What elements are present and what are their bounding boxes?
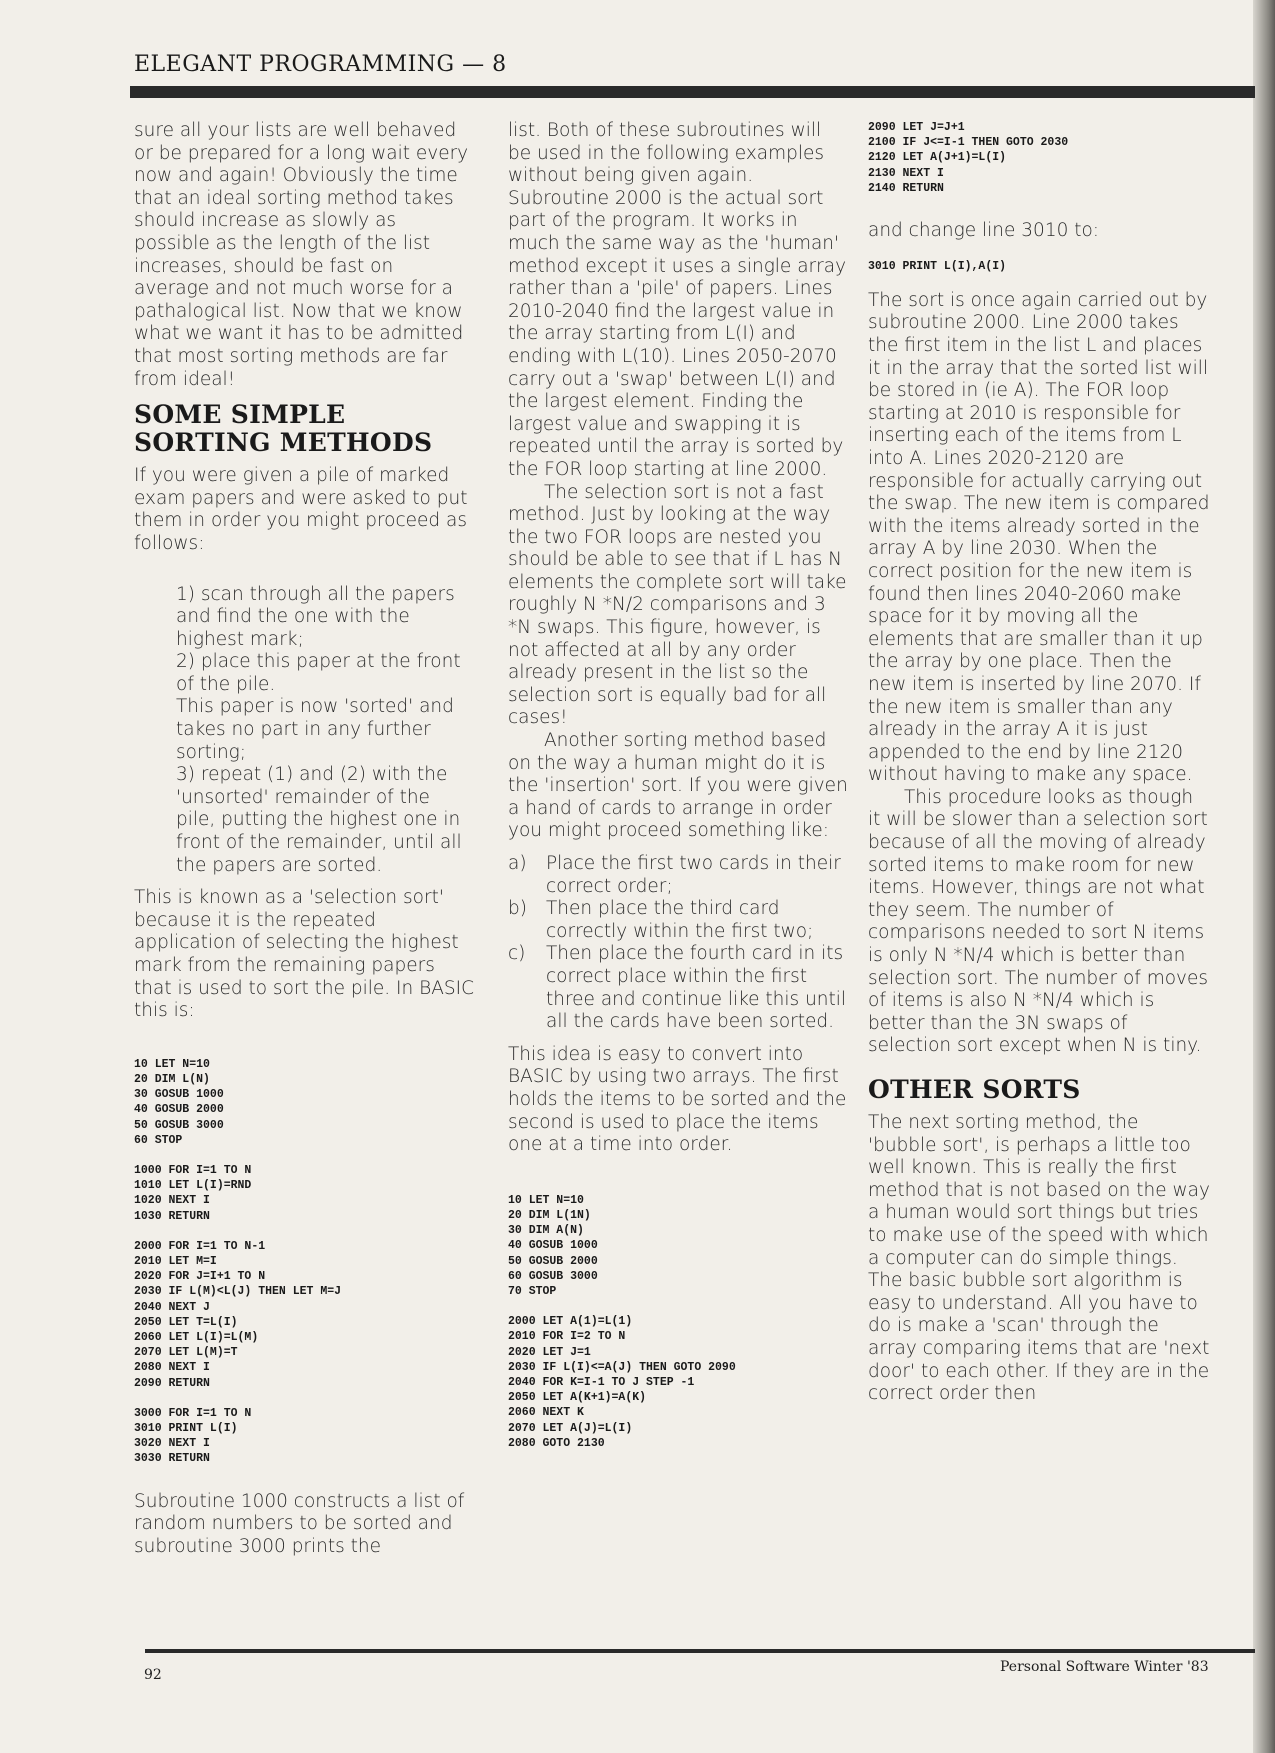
code-block-continuation [868,120,1210,196]
code-listing-insertion-sort [508,1193,848,1451]
list-item-text: Then place the third card correctly within the first two; [546,898,814,942]
code-line: 2010 LET M=I [134,1255,217,1269]
page-edge-shadow [1253,0,1275,1753]
code-line: 2050 LET T=L(I) [134,1315,238,1329]
col2-paragraph-4: This idea is easy to convert into BASIC by using two arrays. The first holds the items to be sorted and the second is used to place the items one at a time into order. [508,1043,847,1156]
code-line: 2080 NEXT I [134,1361,210,1375]
code-line: 40 GOSUB 1000 [508,1239,598,1253]
code-line: 3000 FOR I=1 TO N [134,1406,252,1420]
list-marker: b) [508,898,527,920]
col2-paragraph-2: The selection sort is not a fast method. Just by looking at the way the two FOR loops are nested you should be able to see that if L has N elements the complete sort will take roughly N *N/2 comparisons and 3 *N swaps. This figure, however, is not affected at all by any order already present in the list so the selection sort is equally bad for all cases! [508,481,847,729]
code-line: 50 GOSUB 3000 [134,1118,224,1132]
code-line: 50 GOSUB 2000 [508,1254,598,1268]
code-listing-selection-sort [134,1057,474,1467]
code-line: 3010 PRINT L(I) [134,1422,238,1436]
step-item: 3) repeat (1) and (2) with the 'unsorted' remainder of the pile, putting the highest one in front of the remainder, until all the papers are sorted. [176,764,462,876]
code-line: 20 DIM L(N) [134,1072,210,1086]
col3-paragraph-3: This procedure looks as though it will be slower than a selection sort because of all the moving of already sorted items to make room for new items. However, things are not what they seem. The number of comparisons needed to sort N items is only N *N/4 which is better than selection sort. The number of moves of items is also N *N/4 which is better than the 3N swaps of selection sort except when N is tiny. [868,786,1209,1057]
col1-paragraph-1: sure all your lists are well behaved or be prepared for a long wait every now and again! Obviously the time that an ideal sorting method takes should increase as slowly as possible as the length of the list increases, should be fast on average and not much worse for a pathalogical list. Now that we know what we want it has to be admitted that most sorting methods are far from ideal! [134,120,469,390]
code-line: 2060 NEXT K [508,1406,584,1420]
code-line: 2030 IF L(I)<=A(J) THEN GOTO 2090 [508,1360,736,1374]
page-number: 92 [144,1667,162,1683]
list-item-text: Place the first two cards in their correct order; [546,853,841,897]
code-line: 2090 RETURN [134,1376,210,1390]
column-1 [134,120,474,1558]
insertion-steps-list [508,853,848,1034]
code-line: 1010 LET L(I)=RND [134,1179,252,1193]
selection-steps-list [176,584,474,878]
col1-paragraph-2: If you were given a pile of marked exam papers and were asked to put them in order you might proceed as follows: [134,465,468,554]
col2-paragraph-3: Another sorting method based on the way a human might do it is the 'insertion' sort. If you were given a hand of cards to arrange in order you might proceed something like: [508,730,848,842]
code-line: 40 GOSUB 2000 [134,1103,224,1117]
code-line: 2030 IF L(M)<L(J) THEN LET M=J [134,1285,342,1299]
code-line: 2140 RETURN [868,181,944,195]
step-item: 2) place this paper at the front of the pile. [176,651,461,695]
code-line: 2100 IF J<=I-1 THEN GOTO 2030 [868,136,1069,150]
code-block [134,1057,474,1148]
list-marker: c) [508,943,526,965]
list-marker: a) [508,853,527,874]
footer-rule [145,1649,1255,1653]
step-item: 1) scan through all the papers and find the one with the highest mark; [176,583,455,650]
header-rule [130,86,1255,98]
col2-paragraph-1: list. Both of these subroutines will be used in the following examples without being given again. Subroutine 2000 is the actual sort part of the program. It works in much the same way as the 'human' method except it uses a single array rather than a 'pile' of papers. Lines 2010-2040 find the largest value in the array starting from L(I) and ending with L(10). Lines 2050-2070 carry out a 'swap' between L(I) and the largest element. Finding the largest value and swapping it is repeated until the array is sorted by the FOR loop starting at line 2000. [508,120,847,480]
code-line: 2000 FOR I=1 TO N-1 [134,1239,266,1253]
code-line: 10 LET N=10 [508,1193,584,1207]
code-block [134,1406,474,1467]
code-line: 2040 NEXT J [134,1300,210,1314]
code-line: 2130 NEXT I [868,166,944,180]
code-line: 2040 FOR K=I-1 TO J STEP -1 [508,1375,695,1389]
col1-paragraph-3: This is known as a 'selection sort' because it is the repeated application of selecting the highest mark from the remaining papers that is used to sort the pile. In BASIC this is: [134,887,474,1022]
code-line: 2010 FOR I=2 TO N [508,1330,626,1344]
code-line: 70 STOP [508,1284,557,1298]
code-block [134,1239,474,1391]
col3-paragraph-1: and change line 3010 to: [868,220,1100,242]
code-line: 60 STOP [134,1133,183,1147]
code-line: 30 GOSUB 1000 [134,1088,224,1102]
code-line: 2090 LET J=J+1 [868,121,965,134]
code-line: 20 DIM L(1N) [508,1208,591,1222]
code-line: 1020 NEXT I [134,1194,210,1208]
code-line: 2050 LET A(K+1)=A(K) [508,1391,647,1405]
list-item [508,853,848,898]
list-item [508,898,848,943]
publication-footer: Personal Software Winter '83 [1000,1659,1209,1675]
code-line: 1030 RETURN [134,1209,210,1223]
col1-paragraph-4: Subroutine 1000 constructs a list of random numbers to be sorted and subroutine 3000 prints the [134,1490,465,1557]
code-block [508,1193,848,1299]
code-line: 30 DIM A(N) [508,1224,584,1238]
column-2 [508,120,848,1451]
code-block [508,1314,848,1451]
list-item-text: Then place the fourth card in its correct place within the first three and continue like this until all the cards have been sorted. [546,943,847,1033]
list-item [508,943,848,1033]
code-block [134,1163,474,1224]
code-line: 2070 LET L(M)=T [134,1346,238,1360]
col3-paragraph-2: The sort is once again carried out by subroutine 2000. Line 2000 takes the first item in the list L and places it in the array that the sorted list will be stored in (ie A). The FOR loop starting at 2010 is responsible for inserting each of the items from L into A. Lines 2020-2120 are responsible for actually carrying out the swap. The new item is compared with the items already sorted in the array A by line 2030. When the correct position for the new item is found then lines 2040-2060 make space for it by moving all the elements that are smaller than it up the array by one place. Then the new item is inserted by line 2070. If the new item is smaller than any already in the array A it is just appended to the end by line 2120 without having to make any space. [868,289,1210,786]
code-line: 3020 NEXT I [134,1437,210,1451]
code-line: 2120 LET A(J+1)=L(I) [868,151,1007,165]
code-line: 1000 FOR I=1 TO N [134,1164,252,1177]
step-item: This paper is now 'sorted' and takes no part in any further sorting; [176,696,454,763]
code-line: 10 LET N=10 [134,1057,210,1071]
section-heading-simple-sorting: SOME SIMPLE SORTING METHODS [134,400,433,458]
running-header: ELEGANT PROGRAMMING — 8 [134,52,507,77]
code-line: 2020 FOR J=I+1 TO N [134,1270,266,1284]
code-line: 2080 GOTO 2130 [508,1436,605,1450]
column-3 [868,120,1210,1406]
col3-paragraph-4: The next sorting method, the 'bubble sort', is perhaps a little too well known. This is really the first method that is not based on the way a human would sort things but tries to make use of the speed with which a computer can do simple things. The basic bubble sort algorithm is easy to understand. All you have to do is make a 'scan' through the array comparing items that are 'next door' to each other. If they are in the correct order then [868,1112,1210,1405]
code-line: 60 GOSUB 3000 [508,1269,598,1283]
code-line: 2000 LET A(1)=L(1) [508,1315,633,1329]
code-line-3010: 3010 PRINT L(I),A(I) [868,259,1007,273]
code-line: 2060 LET L(I)=L(M) [134,1331,259,1345]
code-line: 2020 LET J=1 [508,1345,591,1359]
code-line: 3030 RETURN [134,1452,210,1466]
code-line: 2070 LET A(J)=L(I) [508,1421,633,1435]
section-heading-other-sorts: OTHER SORTS [868,1075,1081,1104]
